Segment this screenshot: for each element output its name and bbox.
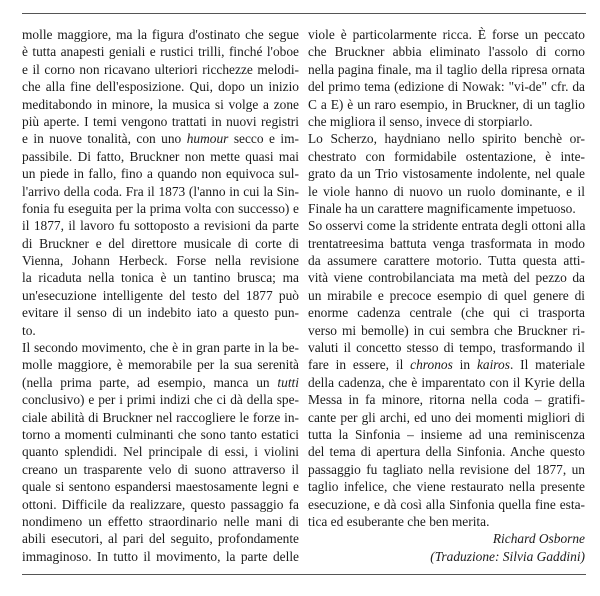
italic-term: humour bbox=[186, 131, 229, 147]
text-line: conclusivo) e per i primi indizi che ci dà della spe- bbox=[22, 392, 299, 408]
italic-term: tutti bbox=[277, 374, 299, 390]
text-line: Finale ha un carattere magnificamente impetuoso. bbox=[308, 200, 576, 216]
text-line: un piede in fallo, fino a quando non equivoca sul- bbox=[22, 166, 299, 182]
text-line: creano un trasparente velo di suono attraverso il bbox=[22, 461, 299, 477]
text-line: le viole hanno di nuovo un ruolo dominante, e il bbox=[308, 183, 585, 199]
text-line: torno a momenti culminanti che sono tanto estatici bbox=[22, 426, 299, 442]
text-line: evitare il senso di un indebito iato a questo pun- bbox=[22, 305, 299, 321]
bottom-rule bbox=[22, 574, 586, 575]
text-line: trentatreesima battuta venga trasformata in modo bbox=[308, 235, 585, 251]
text-line: nondimeno un effetto straordinario nelle mani di bbox=[22, 513, 299, 529]
text-line: ottoni. Difficile da realizzare, questo passaggio fa bbox=[22, 496, 299, 512]
text-line: So osservi come la stridente entrata degli ottoni alla bbox=[308, 218, 586, 234]
text-line: e il corno non ricavano ulteriori ricchezze melodi- bbox=[22, 61, 299, 77]
text-run: e in nuove tonalità, con uno bbox=[22, 131, 187, 147]
text-line: passaggio fu tagliato nella revisione del 1877, un bbox=[308, 461, 585, 477]
text-line: l'arrivo della coda. Fra il 1873 (l'anno in cui la Sin- bbox=[22, 183, 299, 199]
text-line: che Bruckner abbia eliminato l'assolo di corno bbox=[308, 44, 585, 60]
text-line: enorme cadenza centrale (che qui ci trasporta bbox=[308, 305, 585, 321]
text-line: Vienna, Johann Herbeck. Forse nella revisione bbox=[22, 253, 299, 269]
text-line: che migliora il senso, invece di storpiarlo. bbox=[308, 113, 533, 129]
text-run: in bbox=[452, 357, 477, 373]
blank-footer-area bbox=[22, 492, 586, 572]
text-line: Lo Scherzo, haydniano nello spirito benchè or- bbox=[308, 131, 585, 147]
text-run: . Il materiale bbox=[509, 357, 585, 373]
italic-term: chronos bbox=[410, 357, 453, 373]
text-line bbox=[308, 356, 585, 373]
text-line: che alla fine dell'esposizione. Qui, dopo un inizio bbox=[22, 79, 299, 95]
text-line: vità viene controbilanciata ma metà del pezzo da bbox=[308, 270, 585, 286]
text-line: immaginoso. In tutto il movimento, la parte delle bbox=[22, 548, 299, 564]
text-line bbox=[22, 130, 299, 147]
text-line: un mirabile e precoce esempio di quel genere di bbox=[308, 287, 585, 303]
article-column-left bbox=[22, 26, 299, 565]
text-line: quanto splendidi. Nel principale di essi, i violini bbox=[22, 444, 299, 460]
text-line: molle maggiore, ma la figura d'ostinato che segue bbox=[22, 27, 299, 42]
text-line: nella pagina finale, ma il taglio della ripresa ornata bbox=[308, 61, 585, 77]
text-line: verso mi bemolle) in cui sembra che Bruckner ri- bbox=[308, 322, 585, 338]
article-column-right bbox=[308, 26, 585, 565]
text-line: ciale abilità di Bruckner nel raccogliere le forze in- bbox=[22, 409, 299, 425]
author-signature: Richard Osborne bbox=[492, 531, 585, 547]
text-line: della cadenza, che è imparentato con il Kyrie della bbox=[308, 374, 585, 390]
text-line: più aperte. I temi vengono trattati in nuovi registri bbox=[22, 113, 299, 129]
text-line: del tema di apertura della Sinfonia. Anche questo bbox=[308, 444, 585, 460]
text-run: fare in essere, il bbox=[308, 357, 411, 373]
translation-credit: (Traduzione: Silvia Gaddini) bbox=[430, 548, 585, 564]
text-line: taglio infelice, che viene restaurato nella presente bbox=[308, 479, 585, 495]
text-line: abili esecutori, al pari del seguito, profondamente bbox=[22, 531, 299, 547]
text-line: molle maggiore, è memorabile per la sua serenità bbox=[22, 357, 299, 373]
text-line: il 1877, il lavoro fu sottoposto a revisioni da parte bbox=[22, 218, 299, 234]
text-run: secco e im- bbox=[228, 131, 299, 147]
text-line: da assumere carattere motorio. Tutta questa atti- bbox=[308, 253, 585, 269]
text-line: di Bruckner e del direttore musicale di corte di bbox=[22, 235, 299, 251]
text-line: grato da un Trio vistosamente indolente, nel quale bbox=[308, 166, 585, 182]
top-rule bbox=[22, 13, 586, 14]
text-line: un'esecuzione intelligente del testo del 1877 può bbox=[22, 287, 299, 303]
text-line: quale si sentono espandersi maestosamente legni e bbox=[22, 479, 299, 495]
italic-term: kairos bbox=[476, 357, 510, 373]
text-line: esecuzione, e dà così alla Sinfonia quella fine esta- bbox=[308, 496, 585, 512]
text-run: (nella prima parte, ad esempio, manca un bbox=[22, 374, 278, 390]
text-line: Messa in fa minore, ritorna nella coda – gratifi- bbox=[308, 392, 585, 408]
text-line: cante per gli archi, ed uno dei momenti migliori di bbox=[308, 409, 585, 425]
text-line bbox=[22, 374, 299, 391]
text-line: C a E) è un raro esempio, in Bruckner, di un taglio bbox=[308, 96, 585, 112]
text-line: è tutta anapesti geniali e rustici trilli, finché l'oboe bbox=[22, 44, 299, 60]
text-line: la ricaduta nella tonica è un tantino brusca; ma bbox=[22, 270, 299, 286]
text-line: to. bbox=[22, 322, 36, 338]
text-line: Il secondo movimento, che è in gran parte in la be- bbox=[22, 340, 299, 356]
text-line: fonia fu eseguita per la prima volta con successo) e bbox=[22, 200, 299, 216]
text-line: passibile. Di fatto, Bruckner non mette quasi mai bbox=[22, 148, 299, 164]
text-line: tica ed esuberante che ben merita. bbox=[308, 513, 490, 529]
text-line: valuti il concetto stesso di tempo, trasformando il bbox=[308, 340, 585, 356]
text-line: tutta la Sinfonia – insieme ad una reminiscenza bbox=[308, 426, 585, 442]
text-line: viole è particolarmente ricca. È forse un peccato bbox=[308, 27, 585, 42]
text-line: del primo tema (edizione di Nowak: "vi-de" cfr. da bbox=[308, 79, 585, 95]
text-line: chestrato con formidabile ostentazione, è inte- bbox=[308, 148, 585, 164]
text-line: meditabondo in minore, la musica si volge a zone bbox=[22, 96, 299, 112]
